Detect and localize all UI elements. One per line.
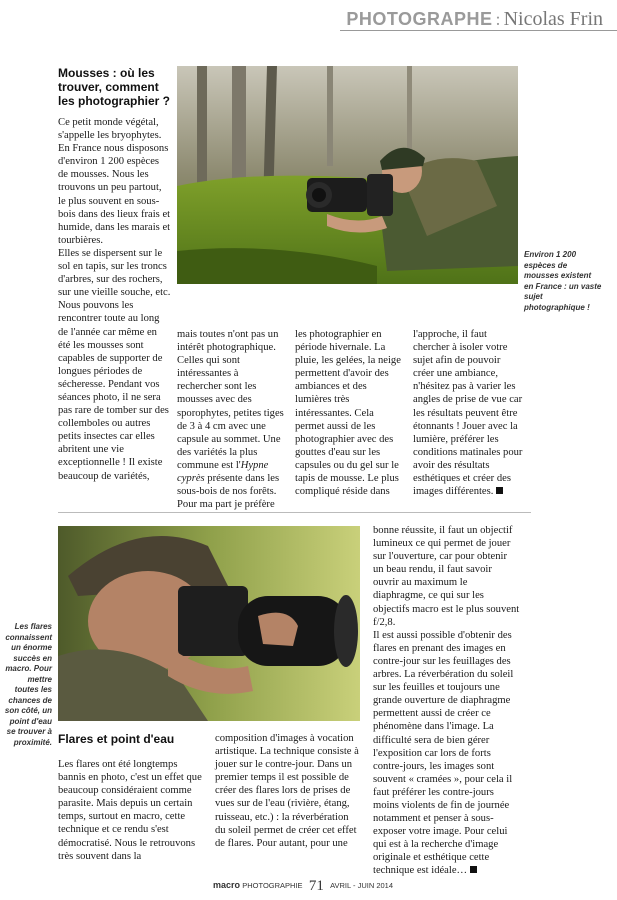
running-header xyxy=(346,8,603,31)
article-divider xyxy=(58,512,531,513)
end-of-article-mark xyxy=(496,487,503,494)
article1-column-3 xyxy=(295,328,403,498)
article1-col1-paragraph-2: Elles se dispersent sur le sol en tapis, sur les troncs d'arbres, sur des rochers, sur une vieille souche, etc. Nous pouvons les rencontrer toute au long de l'année car même en été les mousses sont capables de supporter de longues périodes de sécheresse. Pendant vos séances photo, il ne sera pas rare de tomber sur des collemboles ou autres petits insectes car elles abritent une vie exceptionnelle ! Il existe beaucoup de variétés, xyxy=(58,247,171,482)
page-footer xyxy=(213,878,393,895)
header-separator: : xyxy=(495,9,501,29)
article1-col3-paragraph: les photographier en période hivernale. La pluie, les gelées, la neige permettent d'avoir des ambiances et des lumières très intéressantes. Cela permet aussi de les photographier avec des gouttes d'eau sur les capsules ou du gel sur le tapis de mousse. Le plus compliqué réside dans xyxy=(295,329,401,498)
article1-heading: Mousses : où les trouver, comment les photographier ? xyxy=(58,66,171,108)
article1-col4-paragraph: l'approche, il faut chercher à isoler votre sujet afin de pouvoir créer une ambiance, n'hésitez pas à varier les angles de prise de vue car les résultats peuvent être étonnants ! Jouer avec la lumière, préférer les conditions matinales pour avoir des résultats esthétiques et créer des images différentes. xyxy=(413,329,523,498)
article2-column-2 xyxy=(215,732,360,850)
article2-column-3 xyxy=(373,524,520,878)
article1-col1-paragraph-1: Ce petit monde végétal, s'appelle les bryophytes. En France nous disposons d'environ 1 200 espèces de mousses. Nous les trouvons un peu partout, le plus souvent en sous-bois dans des lieux frais et humide, dans les marais et tourbières. xyxy=(58,117,171,246)
article2-col2-paragraph: composition d'images à vocation artistique. La technique consiste à jouer sur le contre-jour. Dans un premier temps il est possible de créer des flares lors de prises de vues sur de l'eau (rivière, étang, ruisseau, etc.) : la réverbération du soleil permet de créer cet effet de flares. Pour autant, pour une xyxy=(215,733,359,849)
article1-col2-text-b: présente dans les sous-bois de nos forêts. xyxy=(177,473,280,498)
macro-photo-illustration xyxy=(58,526,360,721)
article1-column-4 xyxy=(413,328,523,498)
section-label: PHOTOGRAPHE xyxy=(346,9,493,29)
article2-heading: Flares et point d'eau xyxy=(58,732,175,746)
page-number: 71 xyxy=(308,878,324,894)
article1-col2-paragraph-2: Pour ma part je préfère xyxy=(177,499,275,511)
article2-column-1 xyxy=(58,758,203,863)
article2-col3-paragraph-1: bonne réussite, il faut un objectif lumineux ce qui permet de jouer sur l'ouverture, car pour obtenir un beau rendu, il faut savoir ouvrir au maximum le diaphragme, ce qui sur les objectifs macro est le plus souvent f/2,8. xyxy=(373,525,520,628)
magazine-suffix: PHOTOGRAPHIE xyxy=(242,881,303,890)
moss-photographer-photo xyxy=(177,66,518,284)
author-name: Nicolas Frin xyxy=(503,8,603,30)
article2-col1-paragraph: Les flares ont été longtemps bannis en photo, c'est un effet que beaucoup considéraient comme parasite. Mais depuis un certain temps, surtout en macro, cette technique et ce rendu s'est démocratisé. Nous le retrouvons très souvent dans la xyxy=(58,759,202,862)
article2-caption: Les flares connaissent un énorme succès en macro. Pour mettre toutes les chances de son côté, un point d'eau se trouver à proximité. xyxy=(4,622,52,747)
magazine-name: macro xyxy=(213,880,241,890)
article1-caption: Environ 1 200 espèces de mousses existent en France : un vaste sujet photographique ! xyxy=(524,250,602,312)
species-name: Hypne cyprès xyxy=(177,459,269,485)
issue-date: AVRIL - JUIN 2014 xyxy=(330,881,394,890)
moss-photo-illustration xyxy=(177,66,518,284)
header-rule xyxy=(340,30,617,31)
macro-photographer-photo xyxy=(58,526,360,721)
article1-column-2 xyxy=(177,328,284,511)
article1-column-1 xyxy=(58,116,171,483)
article2-col3-paragraph-2: Il est aussi possible d'obtenir des flares en prenant des images en contre-jour sur les feuillages des arbres. La réverbération du soleil sur les feuilles et toujours une grande ouverture de diaphragme permettent aussi de créer ce phénomène dans l'image. La difficulté sera de bien gérer l'exposition car lors de forts contre-jours, les images sont souvent « cramées », pour cela il faut préférer les contre-jours moins violents de fin de journée notamment et penser à sous-exposer votre image. Pour celui qui est à la recherche d'image originale et esthétique cette technique est idéale… xyxy=(373,629,514,877)
article1-col2-text-a: mais toutes n'ont pas un intérêt photographique. Celles qui sont intéressantes à rechercher sont les mousses avec des sporophytes, petites tiges de 3 à 4 cm avec une capsule au sommet. Une des variétés la plus commune est l' xyxy=(177,329,284,471)
end-of-article-mark xyxy=(470,866,477,873)
